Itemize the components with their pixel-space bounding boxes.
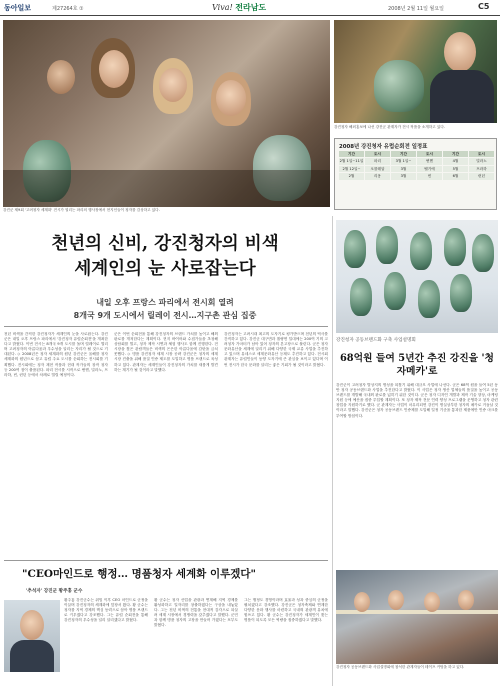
interview-subtitle: '추석자' 강진군 황주홍 군수 bbox=[26, 589, 83, 594]
schedule-cell: 벨기에 bbox=[417, 166, 442, 172]
headline-line-2: 세계인의 눈 사로잡는다 bbox=[74, 259, 256, 279]
celadon-vase bbox=[344, 230, 366, 268]
issue-number: 제27264호 ① bbox=[52, 6, 84, 12]
section-prefix: Viva! bbox=[212, 3, 233, 12]
schedule-cell: 4월 bbox=[443, 158, 468, 164]
newspaper-brand: 동아일보 bbox=[4, 3, 32, 12]
celadon-vase bbox=[450, 274, 472, 312]
main-photo-caption: 강진군 제9회 '고려청자 세계화' 전시가 열리는 파리의 행사장에서 현지인들이 청자를 감상하고 있다. bbox=[3, 208, 160, 212]
interview-headline: "CEO마인드로 행정… 명품청자 세계화 이루겠다" bbox=[22, 568, 256, 580]
schedule-cell: 뮌헨 bbox=[417, 158, 442, 164]
schedule-cell: 2월 bbox=[339, 173, 364, 179]
celadon-vase bbox=[384, 272, 406, 310]
interview-column-3: 그는 행정도 경영이라며 효율과 성과 중심의 군정을 펼치겠다고 강조했다. 강진군은 청자축제와 연계한 다양한 문화 행사를 마련하고 국내외 관광객 유치에 힘쓰고 있다. 황 군수는 강진청자가 세계인이 찾는 명품이 되도록 모든 역량을 집중하겠다고 말했다. bbox=[244, 598, 328, 623]
schedule-cell: 5월 bbox=[443, 166, 468, 172]
right-article-kicker: 강진청자 공동브랜드화 구축 사업설명회 bbox=[336, 338, 416, 343]
schedule-cell: 기간 bbox=[443, 151, 468, 157]
article-column-1: 천년 비색을 간직한 강진청자가 세계인의 눈을 사로잡는다. 강진군은 내일 오후 프랑스 파리에서 '강진청자 유럽순회전'을 개최한다고 밝혔다. 이번 전시는 8개국 9개 도시를 돌며 릴레이로 열리며 고려청자의 아름다움과 우수성을 알리는 자리가 될 것으로 기대된다. ◇ 2008년은 청자 세계화의 원년 강진군은 올해를 청자 세계화의 원년으로 삼고 유럽 주요 도시를 순회하는 전시회를 기획했다. 전시회에는 청자 재현 작품과 현대 작가들의 창작 청자 등 200여 점이 출품된다. 파리 전시를 시작으로 뮌헨, 밀라노, 프라하, 빈, 런던 등에서 차례로 열릴 예정이다. bbox=[4, 332, 108, 377]
page-number: C5 bbox=[478, 2, 490, 11]
portrait-photo bbox=[4, 600, 60, 672]
main-headline bbox=[0, 232, 330, 282]
divider bbox=[4, 326, 328, 327]
subheadline bbox=[0, 296, 330, 322]
celadon-vase bbox=[444, 228, 466, 266]
celadon-vase bbox=[472, 234, 494, 272]
article-column-3: 강진청자는 고려시대 최고의 도자기로 평가받으며 천년의 역사를 간직하고 있다. 강진군 대구면과 칠량면 일대에는 200여 기의 고려청자 가마터가 남아 있어 청자의 본고장으로 불린다. 군은 청자 문화유산을 세계에 알리기 위해 다양한 국제 교류 사업을 추진하고 있으며 유네스코 세계문화유산 등재도 추진하고 있다. 전시회 관계자는 유럽인들이 동양 도자기에 큰 관심을 보이고 있다며 이번 전시가 한국 문화를 알리는 좋은 기회가 될 것이라고 밝혔다. bbox=[224, 332, 328, 367]
schedule-cell: 오를레앙 bbox=[365, 166, 390, 172]
schedule-cell: 6월 bbox=[443, 173, 468, 179]
celadon-vase bbox=[410, 232, 432, 270]
schedule-cell: 도시 bbox=[417, 151, 442, 157]
schedule-cell: 3월 1일~ bbox=[391, 158, 416, 164]
subhead-line-1: 내일 오후 프랑스 파리에서 전시회 열려 bbox=[96, 298, 234, 307]
schedule-cell: 빈 bbox=[417, 173, 442, 179]
celadon-vase bbox=[418, 280, 440, 318]
schedule-cell: 기간 bbox=[391, 151, 416, 157]
schedule-cell: 도시 bbox=[365, 151, 390, 157]
schedule-cell: 런던 bbox=[469, 173, 494, 179]
schedule-table bbox=[334, 138, 497, 210]
schedule-cell: 프라하 bbox=[469, 166, 494, 172]
schedule-title: 2008년 강진청자 유럽순회전 일정표 bbox=[339, 144, 428, 150]
schedule-cell: 3월 bbox=[391, 166, 416, 172]
schedule-cell: 파리 bbox=[365, 158, 390, 164]
right-article-body: 강진군이 고려청자 발상지의 명성을 되찾기 위해 대규모 사업에 나선다. 군은 68억 원을 들여 5년 동안 청자 공동브랜드화 사업을 추진한다고 밝혔다. 이 사업은 청자 생산 업체들의 품질을 높이고 공동 브랜드를 개발해 국내외 판로를 넓히기 위한 것이다. 군은 청자 디자인 개발과 제작 기술 향상, 마케팅 지원 등에 예산을 집중 투입할 계획이다. 또 청자 제작 전문 인력 양성 프로그램을 운영하고 청자 관련 창업을 지원하기로 했다. 군 관계자는 사업이 마무리되면 강진이 명실상부한 청자의 메카로 거듭날 것이라고 말했다. 강진군은 청자 공동브랜드 인증제를 도입해 일정 기준을 통과한 제품에만 인증 마크를 부여할 방침이다. bbox=[336, 383, 498, 418]
schedule-cell: 기간 bbox=[339, 151, 364, 157]
article-column-2: 군은 이번 순회전을 통해 강진청자의 브랜드 가치를 높이고 해외 판로를 개척한다는 계획이다. 현지 바이어와 수집가들을 초청해 상담회를 열고, 청자 제작 시연과 체험 행사도 함께 진행한다. 전시장을 찾은 관람객들은 비색의 은은한 아름다움에 감탄을 금치 못했다. ◇ 명품 강진청자 세계 시장 공략 강진군은 청자의 세계 시장 진출을 위해 품질 인증 제도를 도입하고 명품 브랜드로 육성하고 있다. 관계자는 세계인들이 강진청자의 가치를 새롭게 발견하는 계기가 될 것이라고 말했다. bbox=[114, 332, 218, 372]
main-photo-visitors bbox=[3, 20, 330, 207]
section-title bbox=[212, 2, 266, 13]
celadon-vase bbox=[350, 278, 372, 316]
subhead-line-2: 8개국 9개 도시에서 릴레이 전시…지구촌 관심 집중 bbox=[73, 311, 257, 320]
celadon-collection-photo bbox=[336, 220, 498, 333]
schedule-cell: 리옹 bbox=[365, 173, 390, 179]
masthead bbox=[0, 0, 500, 16]
schedule-grid bbox=[339, 151, 494, 180]
ribbon-photo-caption: 강진청자 공동브랜드화 사업설명회에 참석한 관계자들이 테이프 커팅을 하고 있다. bbox=[336, 665, 465, 669]
schedule-cell: 3월 bbox=[391, 173, 416, 179]
divider bbox=[4, 560, 328, 561]
schedule-cell: 2월 1일~11일 bbox=[339, 159, 364, 164]
photo2-caption: 강진청자 해외홍보에 나선 강진군 관계자가 전시 작품을 소개하고 있다. bbox=[334, 125, 445, 129]
schedule-cell: 도시 bbox=[469, 151, 494, 157]
issue-date: 2008년 2월 11일 월요일 bbox=[388, 6, 445, 12]
headline-line-1: 천년의 신비, 강진청자의 비색 bbox=[51, 234, 279, 254]
schedule-cell: 밀라노 bbox=[469, 158, 494, 164]
photo-official-teapot bbox=[334, 20, 497, 123]
interview-column-2: 황 군수는 청자 산업을 관광과 연계해 지역 경제를 활성화하고 일자리를 창출하겠다는 구상을 내놓았다. 그는 천년 비색의 전통을 현대적 감각으로 되살려 세계 시장에서 경쟁력을 갖추겠다고 말했다. 군민과 함께 명품 청자의 고장을 만들어 가겠다는 포부도 밝혔다. bbox=[154, 598, 238, 628]
section-name: 전라남도 bbox=[235, 2, 267, 12]
interview-column-1: 황주홍 강진군수는 취임 이후 CEO 마인드로 군정을 이끌며 강진청자의 세계화에 앞장서 왔다. 황 군수는 청자를 지역 경제의 핵심 동력으로 삼아 명품 브랜드로 키우겠다고 강조했다. 그는 유럽 순회전을 통해 강진청자의 우수성을 널리 알리겠다고 밝혔다. bbox=[64, 598, 148, 623]
celadon-vase bbox=[376, 226, 398, 264]
right-article-headline: 68억원 들여 5년간 추진 강진을 '청자메카'로 bbox=[339, 353, 495, 377]
schedule-cell: 2월 12일~ bbox=[339, 166, 364, 172]
ribbon-cutting-photo bbox=[336, 570, 498, 664]
column-separator bbox=[332, 216, 333, 686]
